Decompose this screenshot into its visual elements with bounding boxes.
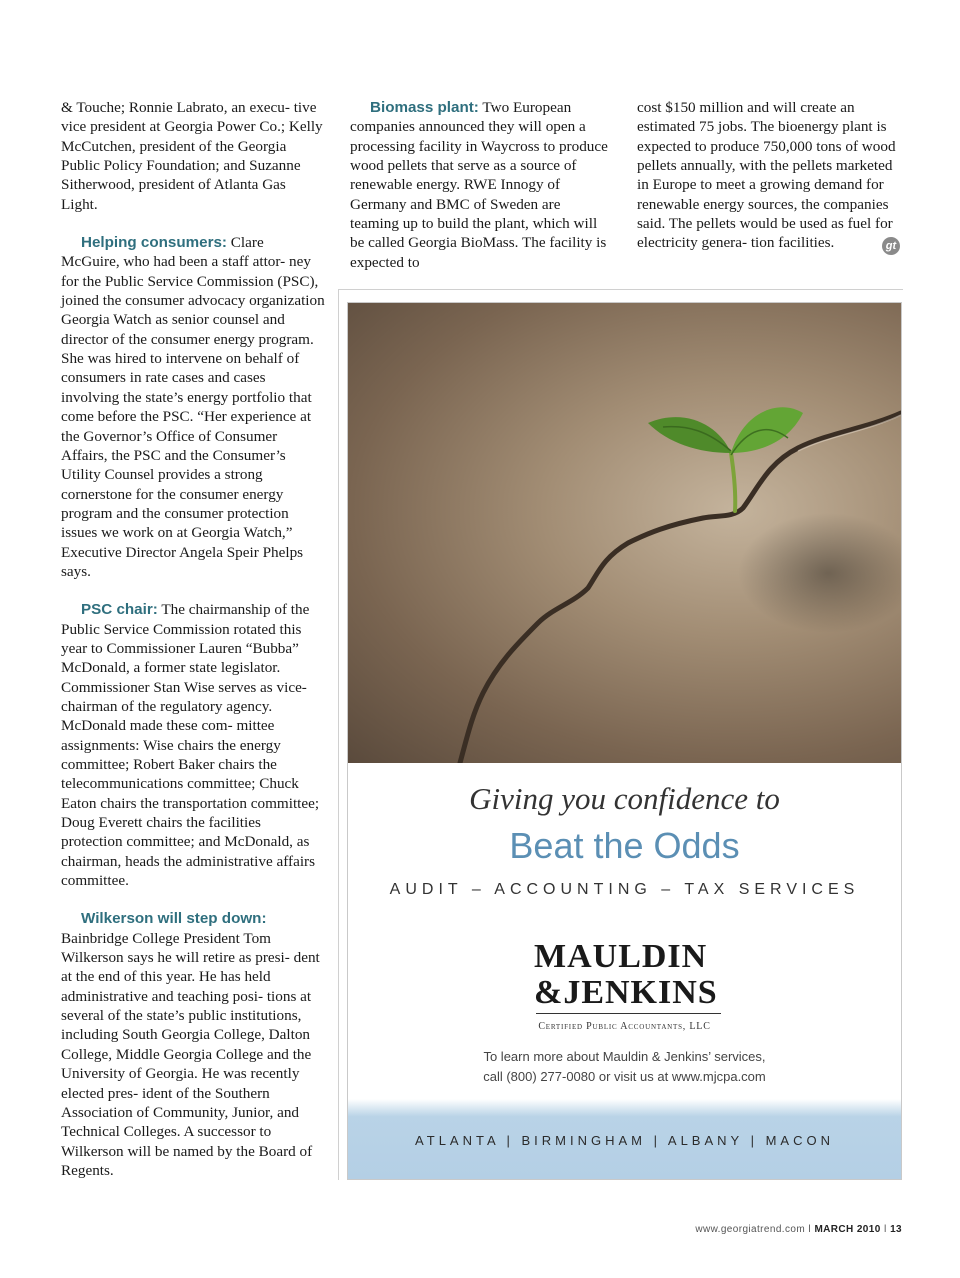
section-biomass-plant [350,98,608,272]
seedling-photo [348,303,901,763]
seedling-in-crack-icon [348,303,901,763]
column-3-text [637,98,902,253]
page-footer [695,1224,902,1235]
ad-cities-band [348,1099,901,1179]
ad-top-divider [338,289,903,290]
footer-url[interactable]: www.georgiatrend.com [695,1224,806,1235]
ad-cpa-line: Certified Public Accountants, LLC [538,1021,711,1032]
ad-headline: Beat the Odds [509,825,740,866]
section-helping-consumers [61,233,325,581]
logo-rule [536,1013,721,1014]
section-body: The chairmanship of the Public Service Commission rotated this year to Commissioner Lauren “Bubba” McDonald, a former state legislator. Commissioner Stan Wise serves as vice-chairman of the regulatory agency. McDonald made these com- mittee assignments: Wise chairs the energy committee; Robert Baker chairs the telecommunications committee; Chuck Eaton chairs the transportation committee; Doug Everett chairs the facilities protection committee; and McDonald, as chairman, heads the administrative affairs committee. [61,601,320,890]
footer-issue: MARCH 2010 [814,1224,881,1235]
section-body: Two European companies announced they will open a processing facility in Waycross to produce wood pellets that serve as a source of renewable energy. RWE Innogy of Germany and BMC of Sweden are teaming up to build the plant, which will be called Georgia BioMass. The facility is expected to [350,99,608,271]
section-heading: Helping consumers: [81,234,227,252]
footer-separator: ǀ [808,1224,815,1235]
ad-contact [348,1047,901,1087]
article-column-2 [350,98,608,272]
column-1-intro: & Touche; Ronnie Labrato, an execu- tive vice president at Georgia Power Co.; Kelly McCutchen, president of the Georgia Public Policy Foundation; and Suzanne Sitherwood, president of Atlanta Gas Light. [61,99,323,213]
section-body: Bainbridge College President Tom Wilkerson says he will retire as presi- dent at the end of this year. He has held administrative and teaching posi- tions at several of the state’s public institutions, including South Georgia College, Dalton College, Middle Georgia College and the University of Georgia. He was recently elected pres- ident of the Southern Association of Community, Junior, and Technical Colleges. A successor to Wilkerson will be named by the Board of Regents. [61,929,320,1179]
section-heading: PSC chair: [81,601,158,619]
end-mark-icon: gt [882,237,900,255]
advertisement[interactable] [347,302,902,1180]
section-wilkerson [61,909,325,1180]
page-number: 13 [890,1224,902,1235]
section-body: Clare McGuire, who had been a staff attor- ney for the Public Service Commission (PSC), joined the consumer advocacy organization Georgia Watch as senior counsel and director of the consumer energy program. She was hired to intervene on behalf of consumers in rate cases and cases involving the state’s energy portfolio that come before the PSC. “Her experience at the Governor’s Office of Consumer Affairs, the PSC and the Consumer’s Utility Counsel provides a strong cornerstone for the consumer energy program and the consumer protection issues we work on at Georgia Watch,” Executive Director Angela Speir Phelps says. [61,234,325,580]
section-psc-chair [61,600,325,890]
contact-line-2[interactable]: call (800) 277-0080 or visit us at www.mjcpa.com [483,1069,766,1084]
footer-separator: ǀ [883,1224,891,1235]
logo-line-2: &JENKINS [534,974,718,1011]
section-heading: Biomass plant: [370,99,479,116]
logo-line-1: MAULDIN [534,938,708,975]
ad-tagline: Giving you confidence to [469,781,780,816]
article-column-3 [637,98,902,253]
section-heading: Wilkerson will step down: [81,910,267,928]
ad-cities: ATLANTA | BIRMINGHAM | ALBANY | MACON [415,1133,834,1148]
column-divider [338,290,339,1180]
column-3-body: cost $150 million and will create an estimated 75 jobs. The bioenergy plant is expected to produce 750,000 tons of wood pellets annually, with the pellets marketed in Europe to meet a growing demand for renewable energy sources, the companies said. The pellets would be used as fuel for electricity genera- tion facilities. [637,99,896,252]
article-column-1 [61,98,325,1180]
ad-services: AUDIT – ACCOUNTING – TAX SERVICES [389,881,860,898]
contact-line-1: To learn more about Mauldin & Jenkins’ services, [483,1049,766,1064]
mauldin-jenkins-logo [534,939,734,1049]
